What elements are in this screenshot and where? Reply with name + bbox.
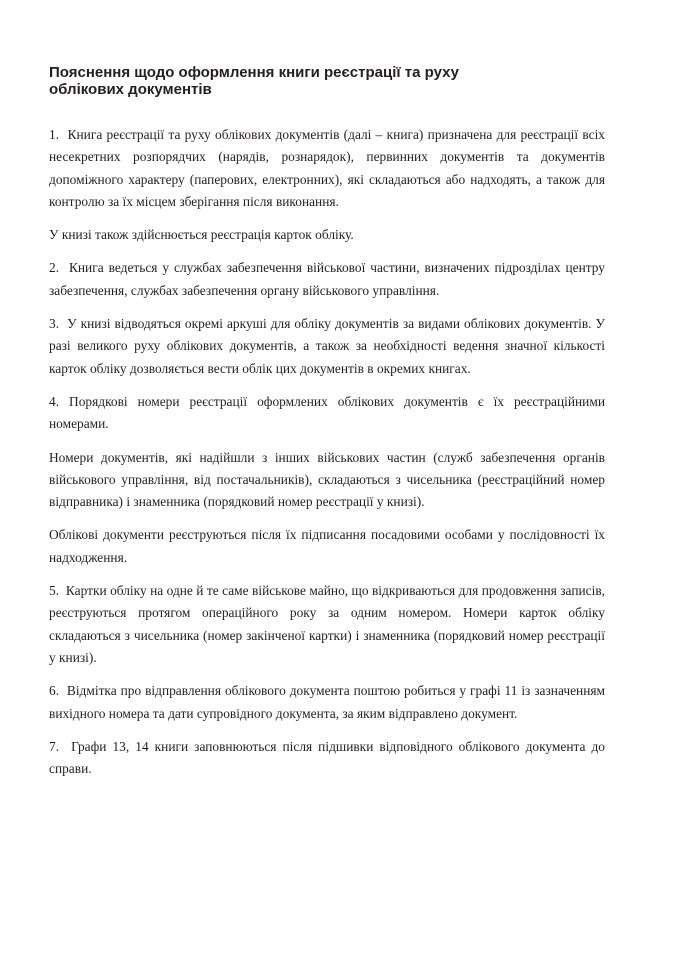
paragraph-4: 4. Порядкові номери реєстрації оформлених облікових документів є їх реєстраційними номерами. bbox=[49, 393, 605, 432]
paragraph-4-numbers: Номери документів, які надійшли з інших військових частин (служб забезпечення органів військового управління, від постачальників), складаються з чисельника (реєстраційний номер відправника) і знаменника (порядковий номер реєстрації у книзі). bbox=[49, 449, 605, 510]
paragraph-3: 3. У книзі відводяться окремі аркуші для обліку документів за видами облікових документів. У разі великого руху облікових документів, а також за необхідності ведення значної кількості карток обліку дозволяється вести облік цих документів в окремих книгах. bbox=[49, 316, 605, 376]
paragraph-6: 6. Відмітка про відправлення облікового документа поштою робиться у графі 11 із зазначенням вихідного номера та дати супровідного документа, за яким відправлено документ. bbox=[49, 683, 605, 721]
paragraph-1: 1. Книга реєстрації та руху облікових документів (далі – книга) призначена для реєстрації всіх несекретних розпорядчих (нарядів, рознарядок), первинних документів та документів допоміжного характеру (паперових, електронних), які складаються або надходять, а також для контролю за їх місцем зберігання після виконання. bbox=[49, 127, 605, 209]
paragraph-1-note: У книзі також здійснюється реєстрація карток обліку. bbox=[49, 227, 354, 243]
paragraph-7: 7. Графи 13, 14 книги заповнюються після підшивки відповідного облікового документа до справи. bbox=[49, 738, 605, 777]
document-body bbox=[49, 124, 605, 791]
paragraph-4-registration: Облікові документи реєструються після їх підписання посадовими особами у послідовності їх надходження. bbox=[49, 527, 605, 565]
paragraph-5: 5. Картки обліку на одне й те саме військове майно, що відкриваються для продовження записів, реєструються протягом операційного року за одним номером. Номери карток обліку складаються з чисельника (номер закінченої картки) і знаменника (порядковий номер реєстрації у книзі). bbox=[49, 583, 605, 665]
paragraph-2: 2. Книга ведеться у службах забезпечення військової частини, визначених підрозділах центру забезпечення, службах забезпечення органу військового управління. bbox=[49, 260, 605, 298]
document-title: Пояснення щодо оформлення книги реєстрації та руху облікових документів bbox=[49, 64, 459, 98]
